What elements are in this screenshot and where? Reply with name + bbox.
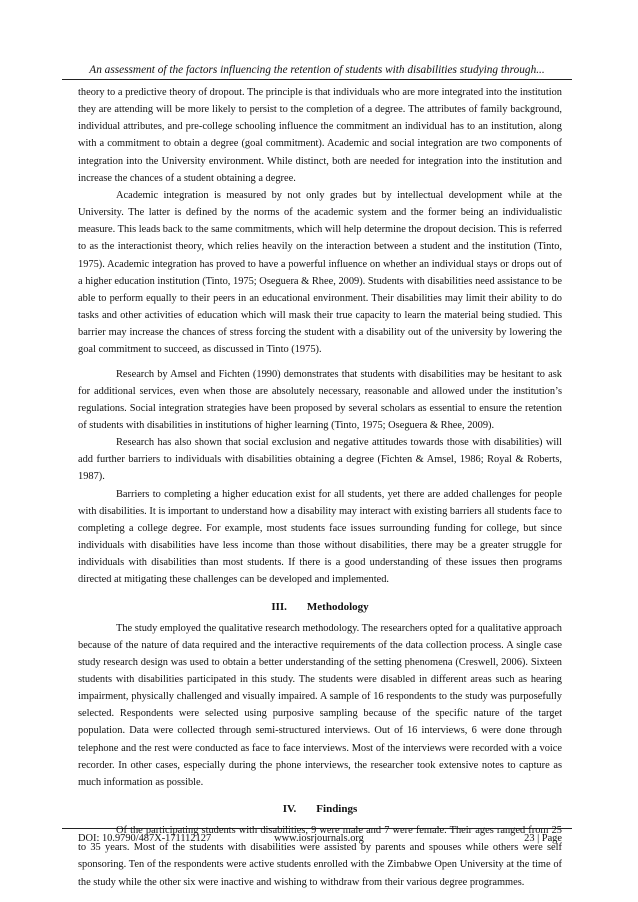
running-head: An assessment of the factors influencing the retention of students with disabilities studying through...: [89, 64, 545, 76]
paragraph: Research has also shown that social exclusion and negative attitudes towards those with disabilities) will add further barriers to individuals with disabilities obtaining a degree (Fichten & Amsel, 1986; Royal & Roberts, 1987).: [78, 437, 562, 483]
section-number: IV.: [282, 803, 297, 816]
header-rule: [62, 79, 572, 80]
section-heading-methodology: [78, 599, 562, 616]
section-title: Findings: [316, 803, 358, 816]
paragraph: Barriers to completing a higher education exist for all students, yet there are added challenges for people with disabilities. It is important to understand how a disability may interact with existing barriers all students face to completing a college degree. For example, most students face issues surrounding funding for college, but since individuals with disabilities have less income than those without disabilities, there may be a greater struggle for individuals with disabilities than most students. If there is a good understanding of these issues then programs directed at mitigating these challenges can be developed and implemented.: [78, 488, 562, 586]
paragraph: theory to a predictive theory of dropout. The principle is that individuals who are more integrated into the institution they are attending will be more likely to persist to the completion of a degree. The attributes of family background, individual attributes, and pre-college schooling influence the commitment an individual has to an institution, along with a commitment to obtain a degree (goal commitment). Academic and social integration are two components of integration into the University environment. While distinct, both are needed for integration into the institution and increase the chances of a student obtaining a degree.: [78, 87, 562, 184]
section-heading-findings: [78, 801, 562, 818]
paragraph: Research by Amsel and Fichten (1990) demonstrates that students with disabilities may be hesitant to ask for additional services, even when those are absolutely necessary, reasonable and allowed under the institution’s regulations. Social integration strategies have been proposed by several scholars as essential to ensure the retention of students with disabilities in institutions of higher learning (Tinto, 1975; Oseguera & Rhee, 2009).: [78, 368, 562, 431]
section-title: Methodology: [306, 600, 369, 613]
footer-doi: DOI: 10.9790/487X-171112127: [78, 833, 212, 844]
paragraph: Academic integration is measured by not only grades but by intellectual development while at the University. The latter is defined by the norms of the academic system and the former being an individualistic measure. This leads back to the same commitments, which will help determine the dropout decision. This is referred to as the interactionist theory, which relies heavily on the interaction between a student and the institution (Tinto, 1975). Academic integration has proved to have a powerful influence on whether an individual stays or drops out of a higher education institution (Tinto, 1975; Oseguera & Rhee, 2009). Students with disabilities need assistance to be able to perform equally to their peers in an educational environment. Their disabilities may limit their ability to do tasks and other activities of education which will mask their true capacity to learn the material being studied. This barrier may increase the chances of stress forcing the student with a disability out of the university by lowering the goal commitment to succeed, as discussed in Tinto (1975).: [78, 189, 562, 356]
body-text: [78, 84, 562, 891]
footer-rule: [62, 828, 572, 829]
section-number: III.: [271, 600, 287, 613]
paragraph: The study employed the qualitative research methodology. The researchers opted for a qualitative approach because of the nature of data required and the interactive requirements of the data collection process. A single case study research design was used to obtain a better understanding of the setting phenomena (Creswell, 2006). Sixteen students with disabilities participated in this study. The students were disabled in different areas such as hearing impairment, physically challenged and visually impaired. A sample of 16 respondents to the study was purposefully selected. Respondents were selected using purposive sampling because of the specific nature of the target population. Data were collected through semi-structured interviews. Out of 16 interviews, 6 were done through telephone and the rest were conducted as face to face interviews. Most of the interviews were recorded with a voice recorder. In other cases, especially during the phone interviews, the researcher took extensive notes to capture as much information as possible.: [78, 622, 562, 788]
footer-website-link[interactable]: www.iosrjournals.org: [274, 833, 364, 844]
footer-page-number: 23 | Page: [524, 833, 562, 844]
paragraph: Of the participating students with disabilities, 9 were male and 7 were female. Their ages ranged from 25 to 35 years. Most of the students with disabilities were assisted by parents and spouses while others were self sponsoring. Ten of the respondents were active students enrolled with the Zimbabwe Open University at the time of the study while the other six were inactive and wishing to withdraw from their various degree programmes.: [78, 825, 562, 888]
